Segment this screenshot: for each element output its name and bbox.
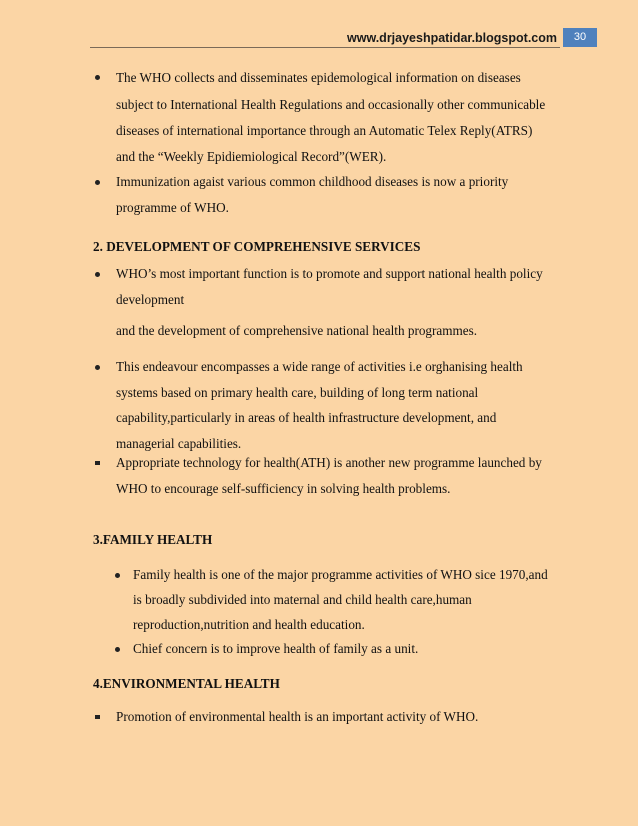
body-line: Chief concern is to improve health of family as a unit.: [133, 641, 419, 656]
bullet-icon: [95, 365, 100, 370]
bullet-icon: [95, 75, 100, 80]
page-number: 30: [563, 28, 597, 47]
body-line: WHO’s most important function is to promote and support national health policy: [116, 266, 543, 281]
body-line: diseases of international importance through an Automatic Telex Reply(ATRS): [116, 123, 533, 138]
body-line: capability,particularly in areas of health infrastructure development, and: [116, 410, 497, 425]
body-line: managerial capabilities.: [116, 436, 242, 451]
bullet-icon: [95, 180, 100, 185]
section-heading: 3.FAMILY HEALTH: [93, 532, 213, 547]
body-line: is broadly subdivided into maternal and child health care,human: [133, 592, 472, 607]
header-divider: [90, 47, 560, 48]
body-line: reproduction,nutrition and health education.: [133, 617, 365, 632]
bullet-icon: [95, 272, 100, 277]
body-line: Appropriate technology for health(ATH) is another new programme launched by: [116, 455, 542, 470]
body-line: development: [116, 292, 185, 307]
body-line: programme of WHO.: [116, 200, 229, 215]
body-line: systems based on primary health care, building of long term national: [116, 385, 479, 400]
body-line: and the development of comprehensive national health programmes.: [116, 323, 478, 338]
body-line: Promotion of environmental health is an important activity of WHO.: [116, 709, 479, 724]
body-line: Family health is one of the major programme activities of WHO sice 1970,and: [133, 567, 548, 582]
body-line: and the “Weekly Epidiemiological Record”(WER).: [116, 149, 387, 164]
bullet-icon: [115, 647, 120, 652]
section-heading: 2. DEVELOPMENT OF COMPREHENSIVE SERVICES: [93, 239, 421, 254]
section-heading: 4.ENVIRONMENTAL HEALTH: [93, 676, 280, 691]
body-line: This endeavour encompasses a wide range of activities i.e orghanising health: [116, 359, 523, 374]
header-url: www.drjayeshpatidar.blogspot.com: [347, 31, 557, 45]
bullet-icon: [95, 461, 100, 465]
body-line: Immunization agaist various common childhood diseases is now a priority: [116, 174, 509, 189]
bullet-icon: [95, 715, 100, 719]
body-line: WHO to encourage self-sufficiency in solving health problems.: [116, 481, 451, 496]
body-line: subject to International Health Regulations and occasionally other communicable: [116, 97, 546, 112]
bullet-icon: [115, 573, 120, 578]
body-line: The WHO collects and disseminates epidemological information on diseases: [116, 70, 521, 85]
